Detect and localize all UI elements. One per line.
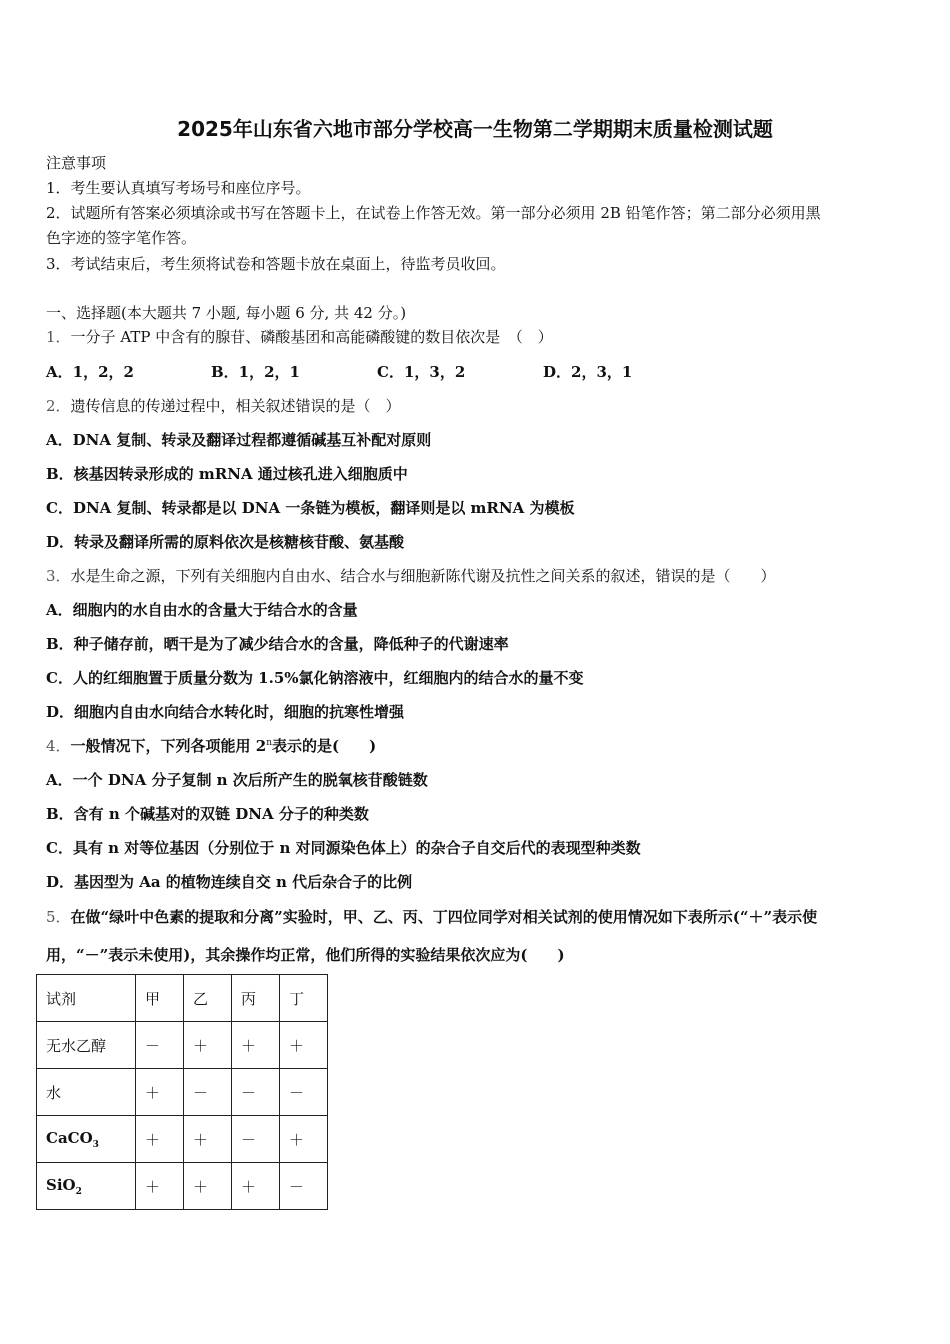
notice-heading: 注意事项 bbox=[46, 154, 107, 172]
table-row bbox=[37, 1069, 328, 1116]
table-cell: ＋ bbox=[136, 1069, 184, 1116]
question-number: 3． bbox=[46, 567, 71, 585]
q4-option-b: B．含有 n 个碱基对的双链 DNA 分子的种类数 bbox=[46, 805, 369, 823]
table-cell: ＋ bbox=[184, 1163, 232, 1210]
notice-item-2: 2．试题所有答案必须填涂或书写在答题卡上，在试卷上作答无效。第一部分必须用 2B 铅笔作答；第二部分必须用黑 bbox=[46, 204, 821, 222]
table-row bbox=[37, 1022, 328, 1069]
reagent-name: 水 bbox=[37, 1069, 136, 1116]
question-text: 水是生命之源，下列有关细胞内自由水、结合水与细胞新陈代谢及抗性之间关系的叙述，错误的是（ ） bbox=[70, 567, 776, 585]
q2-option-b: B．核基因转录形成的 mRNA 通过核孔进入细胞质中 bbox=[46, 465, 408, 483]
reagent-name: 无水乙醇 bbox=[37, 1022, 136, 1069]
reagent-table bbox=[36, 974, 328, 1210]
table-cell: ＋ bbox=[280, 1022, 328, 1069]
table-header-cell: 甲 bbox=[136, 975, 184, 1022]
q1-option-a: A．1，2，2 bbox=[46, 363, 134, 381]
q4-option-d: D．基因型为 Aa 的植物连续自交 n 代后杂合子的比例 bbox=[46, 873, 413, 891]
table-cell: ＋ bbox=[136, 1163, 184, 1210]
question-5-stem bbox=[46, 906, 817, 927]
q3-option-c: C．人的红细胞置于质量分数为 1.5%氯化钠溶液中，红细胞内的结合水的量不变 bbox=[46, 669, 584, 687]
table-header-cell: 丁 bbox=[280, 975, 328, 1022]
page-title: 2025年山东省六地市部分学校高一生物第二学期期末质量检测试题 bbox=[177, 117, 773, 141]
question-3-stem bbox=[46, 565, 776, 586]
table-header-row bbox=[37, 975, 328, 1022]
table-cell: － bbox=[280, 1163, 328, 1210]
table-cell: － bbox=[232, 1116, 280, 1163]
formula-subscript: 3 bbox=[92, 1139, 99, 1150]
table-cell: ＋ bbox=[184, 1116, 232, 1163]
table-cell: － bbox=[280, 1069, 328, 1116]
question-text: 遗传信息的传递过程中，相关叙述错误的是（ ） bbox=[70, 397, 401, 415]
q1-option-d: D．2，3，1 bbox=[543, 363, 633, 381]
exponent: n bbox=[266, 738, 273, 748]
reagent-name bbox=[37, 1163, 136, 1210]
table-cell: ＋ bbox=[232, 1022, 280, 1069]
table-cell: － bbox=[232, 1069, 280, 1116]
question-number: 2． bbox=[46, 397, 71, 415]
table-cell: ＋ bbox=[136, 1116, 184, 1163]
notice-item-3: 3．考试结束后，考生须将试卷和答题卡放在桌面上，待监考员收回。 bbox=[46, 255, 506, 273]
notice-item-2-cont: 色字迹的签字笔作答。 bbox=[46, 229, 197, 247]
section-heading: 一、选择题(本大题共 7 小题, 每小题 6 分, 共 42 分。) bbox=[46, 304, 407, 322]
question-text: 在做“绿叶中色素的提取和分离”实验时，甲、乙、丙、丁四位同学对相关试剂的使用情况如下表所示(“＋”表示使 bbox=[70, 908, 818, 926]
table-cell: － bbox=[136, 1022, 184, 1069]
notice-item-1: 1．考生要认真填写考场号和座位序号。 bbox=[46, 179, 311, 197]
q3-option-d: D．细胞内自由水向结合水转化时，细胞的抗寒性增强 bbox=[46, 703, 405, 721]
q3-option-a: A．细胞内的水自由水的含量大于结合水的含量 bbox=[46, 601, 358, 619]
table-cell: ＋ bbox=[232, 1163, 280, 1210]
q4-option-c: C．具有 n 对等位基因（分别位于 n 对同源染色体上）的杂合子自交后代的表现型种类数 bbox=[46, 839, 641, 857]
formula: CaCO bbox=[46, 1128, 93, 1147]
question-1-stem bbox=[46, 326, 553, 347]
table-row bbox=[37, 1163, 328, 1210]
table-cell: － bbox=[184, 1069, 232, 1116]
formula: SiO bbox=[46, 1175, 76, 1194]
question-text: 一分子 ATP 中含有的腺苷、磷酸基团和高能磷酸键的数目依次是 （ ） bbox=[70, 328, 553, 346]
q3-option-b: B．种子储存前，晒干是为了减少结合水的含量，降低种子的代谢速率 bbox=[46, 635, 509, 653]
table-header-cell: 试剂 bbox=[37, 975, 136, 1022]
question-2-stem bbox=[46, 395, 401, 416]
q4-option-a: A．一个 DNA 分子复制 n 次后所产生的脱氧核苷酸链数 bbox=[46, 771, 428, 789]
question-text-end: 表示的是( ) bbox=[272, 737, 377, 755]
q2-option-a: A．DNA 复制、转录及翻译过程都遵循碱基互补配对原则 bbox=[46, 431, 432, 449]
question-4-stem bbox=[46, 735, 376, 756]
q1-option-c: C．1，3，2 bbox=[377, 363, 466, 381]
reagent-name bbox=[37, 1116, 136, 1163]
table-cell: ＋ bbox=[280, 1116, 328, 1163]
question-number: 4． bbox=[46, 737, 71, 755]
question-number: 1． bbox=[46, 328, 71, 346]
table-row bbox=[37, 1116, 328, 1163]
q2-option-c: C．DNA 复制、转录都是以 DNA 一条链为模板，翻译则是以 mRNA 为模板 bbox=[46, 499, 575, 517]
table-header-cell: 丙 bbox=[232, 975, 280, 1022]
table-header-cell: 乙 bbox=[184, 975, 232, 1022]
table-cell: ＋ bbox=[184, 1022, 232, 1069]
formula-subscript: 2 bbox=[75, 1186, 82, 1197]
q1-option-b: B．1，2，1 bbox=[211, 363, 300, 381]
q2-option-d: D．转录及翻译所需的原料依次是核糖核苷酸、氨基酸 bbox=[46, 533, 405, 551]
question-number: 5． bbox=[46, 908, 71, 926]
question-5-stem-cont: 用，“－”表示未使用)，其余操作均正常，他们所得的实验结果依次应为( ) bbox=[46, 946, 565, 964]
question-text: 一般情况下，下列各项能用 2 bbox=[70, 737, 267, 755]
